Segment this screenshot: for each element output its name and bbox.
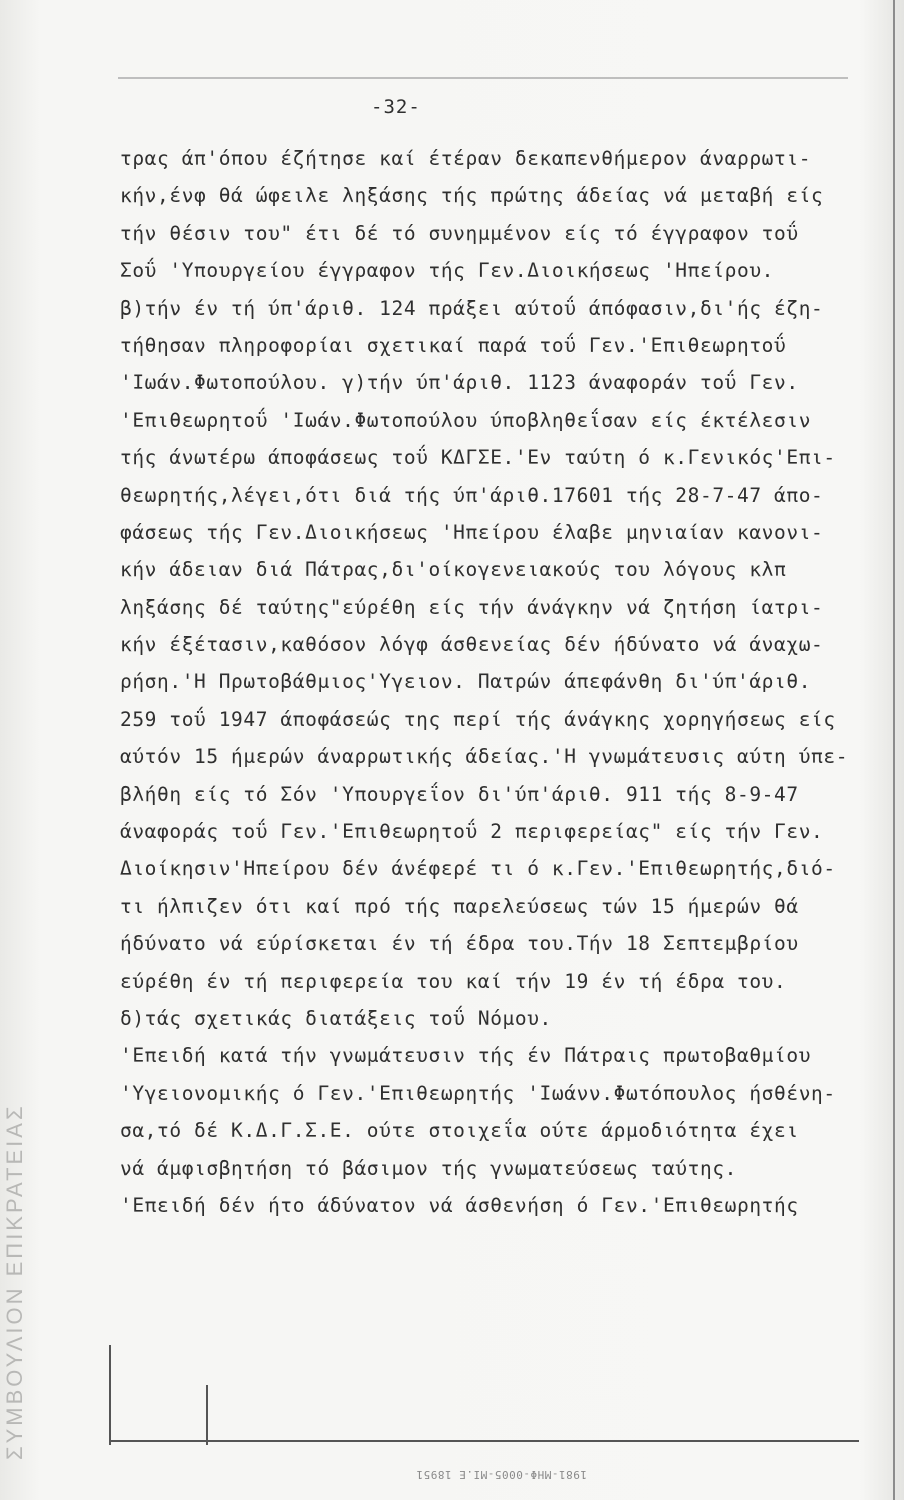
right-margin-line: [893, 0, 895, 1500]
text-line: σα,τό δέ Κ.Δ.Γ.Σ.Ε. ούτε στοιχεΐα ούτε άρμοδιότητα έχει: [120, 1119, 799, 1143]
box-vertical-line: [206, 1385, 208, 1445]
text-line: 'Επιθεωρητοΰ 'Ιωάν.Φωτοπούλου ύποβληθεΐσαν είς έκτέλεσιν: [120, 408, 812, 432]
text-line: β)τήν έν τή ύπ'άριθ. 124 πράξει αύτοΰ άπόφασιν,δι'ής έζη-: [120, 296, 824, 320]
text-line: δ)τάς σχετικάς διατάξεις τοΰ Νόμου.: [120, 1006, 552, 1030]
text-line: τήν θέσιν του" έτι δέ τό συνημμένον είς τό έγγραφον τοΰ: [120, 221, 799, 245]
text-line: κήν άδειαν διά Πάτρας,δι'οίκογενειακούς του λόγους κλπ: [120, 558, 787, 582]
text-line: τρας άπ'όπου έζήτησε καί έτέραν δεκαπενθήμερον άναρρωτι-: [120, 147, 812, 170]
text-line: 'Υγειονομικής ό Γεν.'Επιθεωρητής 'Ιωάνν.Φωτόπουλος ήσθένη-: [120, 1081, 836, 1105]
text-line: κήν έξέτασιν,καθόσον λόγφ άσθενείας δέν ήδύνατο νά άναχω-: [120, 633, 824, 657]
page-number: -32-: [371, 96, 421, 118]
printer-footer: 1981-ΜΗΦ-0005-ΜΙ.Ε 18951: [416, 1468, 587, 1481]
text-line: φάσεως τής Γεν.Διοικήσεως 'Ηπείρου έλαβε μηνιαίαν κανονι-: [120, 520, 824, 544]
text-line: κήν,ένφ θά ώφειλε ληξάσης τής πρώτης άδείας νά μεταβή είς: [120, 184, 824, 208]
text-line: τι ήλπιζεν ότι καί πρό τής παρελεύσεως τών 15 ήμερών θά: [120, 894, 799, 918]
text-line: εύρέθη έν τή περιφερεία του καί τήν 19 έν τή έδρα του.: [120, 969, 787, 993]
text-line: άναφοράς τοΰ Γεν.'Επιθεωρητοΰ 2 περιφερείας" είς τήν Γεν.: [120, 820, 824, 844]
text-line: ρήση.'Η Πρωτοβάθμιος'Υγειον. Πατρών άπεφάνθη δι'ύπ'άριθ.: [120, 670, 812, 694]
text-line: θεωρητής,λέγει,ότι διά τής ύπ'άριθ.17601 τής 28-7-47 άπο-: [120, 483, 824, 507]
text-line: αύτόν 15 ήμερών άναρρωτικής άδείας.'Η γνωμάτευσις αύτη ύπε-: [120, 745, 849, 769]
text-line: 'Επειδή κατά τήν γνωμάτευσιν τής έν Πάτραις πρωτοβαθμίου: [120, 1044, 812, 1068]
box-bottom-line: [109, 1440, 859, 1442]
text-line: 259 τοΰ 1947 άποφάσεώς της περί τής άνάγκης χορηγήσεως είς: [120, 707, 836, 731]
text-line: νά άμφισβητήση τό βάσιμον τής γνωματεύσεως ταύτης.: [120, 1156, 737, 1180]
text-line: 'Επειδή δέν ήτο άδύνατον νά άσθενήση ό Γεν.'Επιθεωρητής: [120, 1193, 799, 1217]
text-line: τής άνωτέρω άποφάσεως τοΰ ΚΔΓΣΕ.'Εν ταύτη ό κ.Γενικός'Επι-: [120, 446, 836, 470]
margin-stamp-text: ΣΥΜΒΟΥΛΙΟΝ ΕΠΙΚΡΑΤΕΙΑΣ: [2, 1103, 27, 1460]
text-line: Σοΰ 'Υπουργείου έγγραφον τής Γεν.Διοικήσεως 'Ηπείρου.: [120, 259, 775, 283]
text-line: ληξάσης δέ ταύτης"εύρέθη είς τήν άνάγκην νά ζητήση ίατρι-: [120, 595, 824, 619]
text-line: 'Ιωάν.Φωτοπούλου. γ)τήν ύπ'άριθ. 1123 άναφοράν τοΰ Γεν.: [120, 371, 799, 395]
body-text: [120, 140, 890, 1224]
top-rule: [118, 77, 848, 79]
box-vertical-line: [109, 1345, 111, 1445]
text-line: τήθησαν πληροφορίαι σχετικαί παρά τοΰ Γεν.'Επιθεωρητοΰ: [120, 333, 787, 357]
text-line: ήδύνατο νά εύρίσκεται έν τή έδρα του.Τήν 18 Σεπτεμβρίου: [120, 932, 799, 956]
text-line: βλήθη είς τό Σόν 'Υπουργεΐον δι'ύπ'άριθ. 911 τής 8-9-47: [120, 782, 799, 806]
text-line: Διοίκησιν'Ηπείρου δέν άνέφερέ τι ό κ.Γεν.'Επιθεωρητής,διό-: [120, 857, 836, 881]
